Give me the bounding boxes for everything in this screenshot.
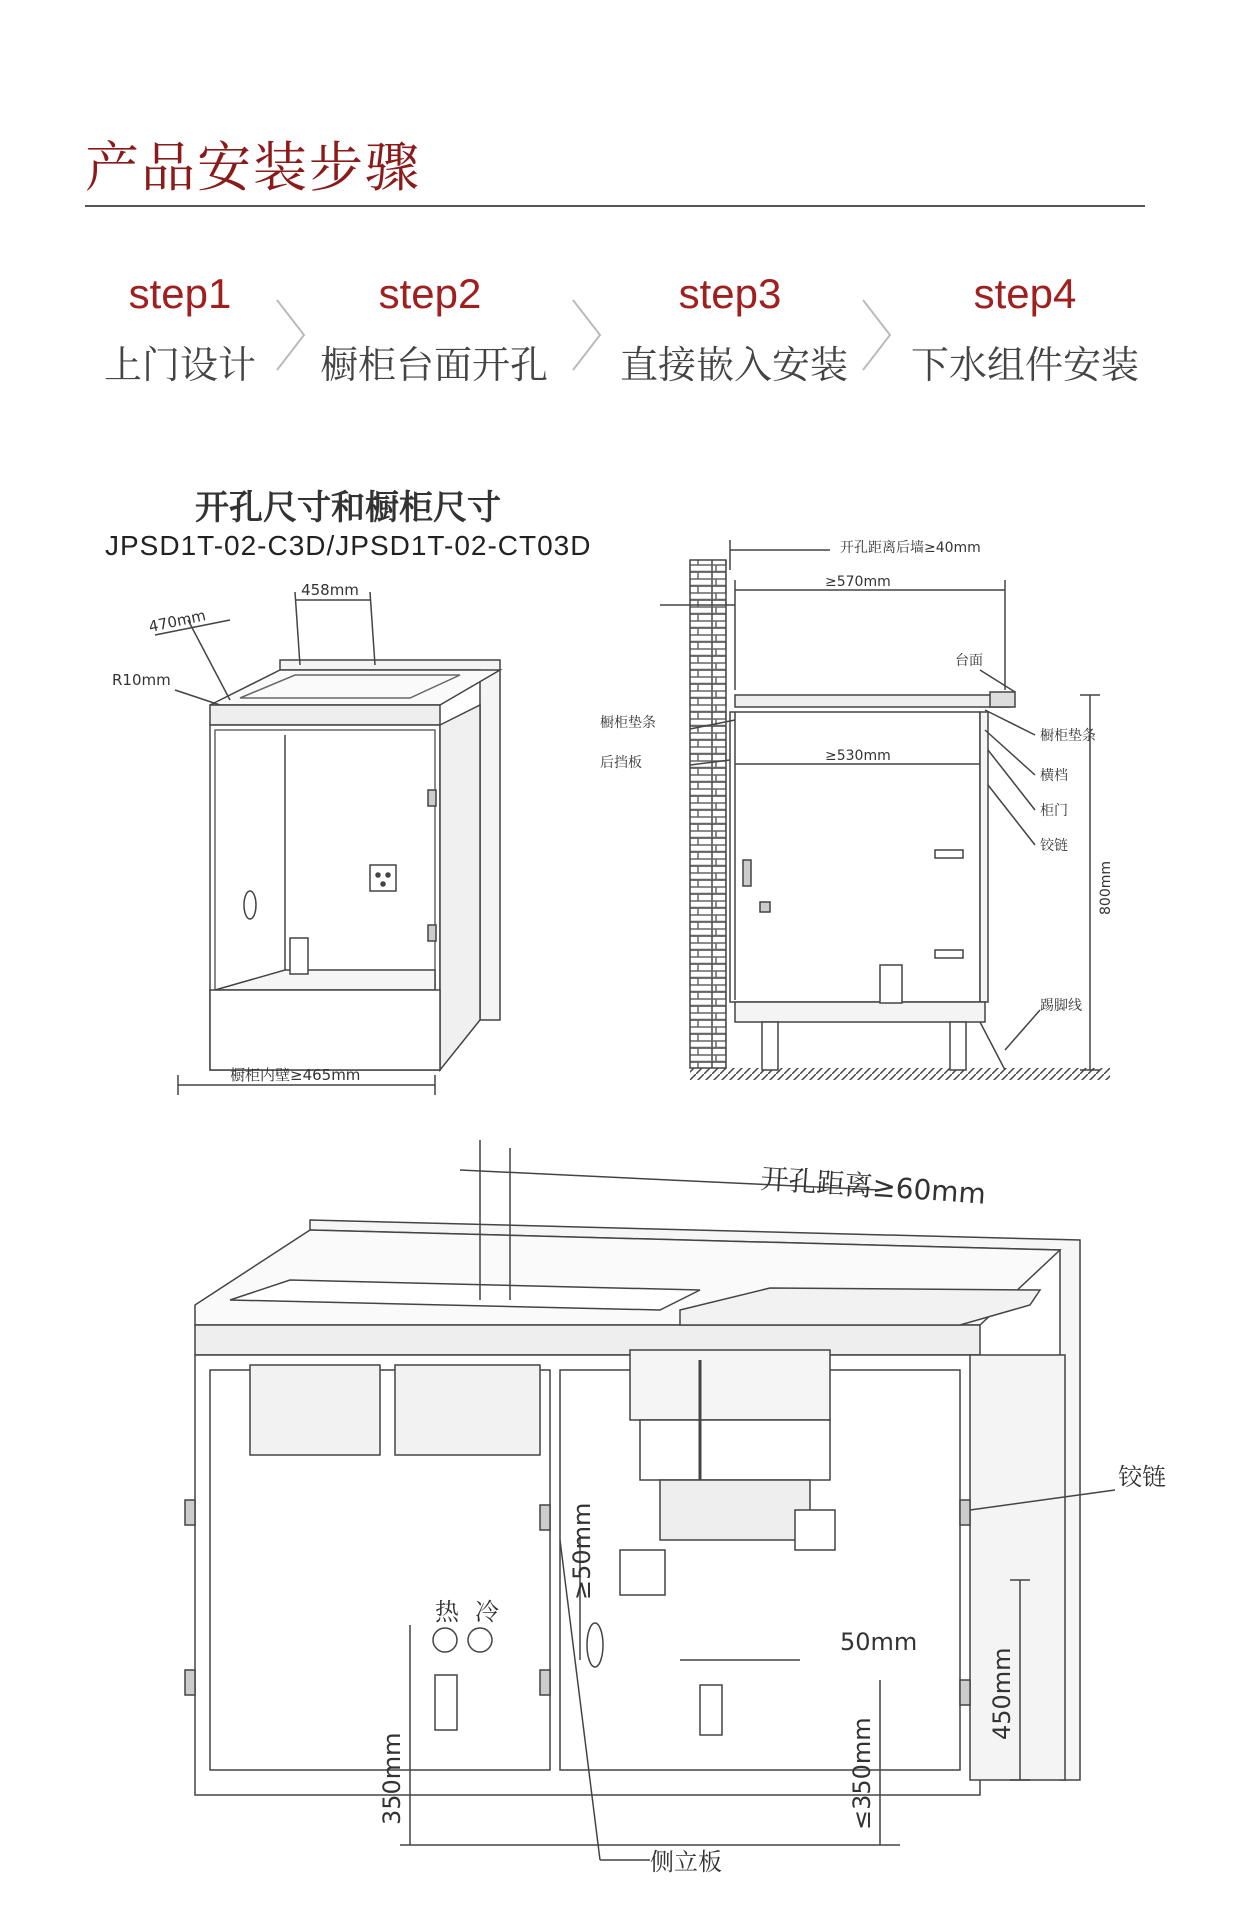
hot-label: 热 — [435, 1598, 459, 1626]
cabinet-side-section-drawing — [600, 530, 1160, 1100]
step-number: step3 — [678, 270, 782, 317]
gasket-right-label: 橱柜垫条 — [1040, 728, 1096, 744]
chevron-right-icon — [272, 295, 312, 375]
dim-350-label: 350mm — [378, 1732, 406, 1825]
hinge-label: 铰链 — [1040, 838, 1068, 854]
height-label: 800mm — [1098, 861, 1114, 915]
step-name: 直接嵌入安装 — [620, 343, 849, 387]
countertop-label: 台面 — [955, 653, 983, 669]
step-4 — [905, 270, 1145, 389]
title-divider — [85, 205, 1145, 207]
dim-450-label: 450mm — [988, 1647, 1016, 1740]
kickboard-label: 踢脚线 — [1040, 998, 1082, 1014]
dim-50-label: 50mm — [840, 1628, 918, 1656]
step-name: 下水组件安装 — [910, 343, 1139, 387]
step-name: 上门设计 — [103, 343, 256, 387]
inner-width-label: ≥530mm — [825, 748, 891, 764]
side-panel-label: 侧立板 — [650, 1848, 722, 1876]
dim-50-vertical-label: ≥50mm — [568, 1502, 596, 1600]
step-2 — [320, 270, 549, 389]
dim-width-label: 458mm — [301, 581, 359, 599]
dim-depth-label: 470mm — [147, 606, 208, 636]
hinge-label: 铰链 — [1118, 1463, 1166, 1491]
step-3 — [620, 270, 849, 389]
rear-gap-label: 开孔距离后墙≥40mm — [840, 540, 981, 556]
step-number: step1 — [128, 270, 232, 317]
top-width-label: ≥570mm — [825, 574, 891, 590]
section-title: 开孔尺寸和橱柜尺寸 — [195, 488, 501, 528]
door-label: 柜门 — [1040, 803, 1068, 819]
crossbar-label: 横档 — [1040, 768, 1068, 784]
gasket-left-label: 橱柜垫条 — [600, 715, 656, 731]
backboard-label: 后挡板 — [600, 755, 642, 771]
cabinet-front-installation-drawing — [180, 1140, 1180, 1880]
chevron-right-icon — [568, 295, 608, 375]
dim-inner-wall-label: 橱柜内壁≥465mm — [230, 1066, 361, 1084]
page-title: 产品安装步骤 — [85, 136, 421, 199]
chevron-right-icon — [858, 295, 898, 375]
cold-label: 冷 — [475, 1598, 499, 1626]
step-number: step2 — [378, 270, 482, 317]
dim-radius-label: R10mm — [112, 671, 171, 689]
dim-350-max-label: ≤350mm — [848, 1717, 876, 1830]
cabinet-isometric-drawing — [100, 580, 520, 1100]
step-number: step4 — [973, 270, 1077, 317]
hole-gap-label: 开孔距离≥60mm — [759, 1162, 987, 1211]
model-number: JPSD1T-02-C3D/JPSD1T-02-CT03D — [105, 530, 592, 561]
step-1 — [70, 270, 290, 389]
step-name: 橱柜台面开孔 — [320, 343, 549, 387]
